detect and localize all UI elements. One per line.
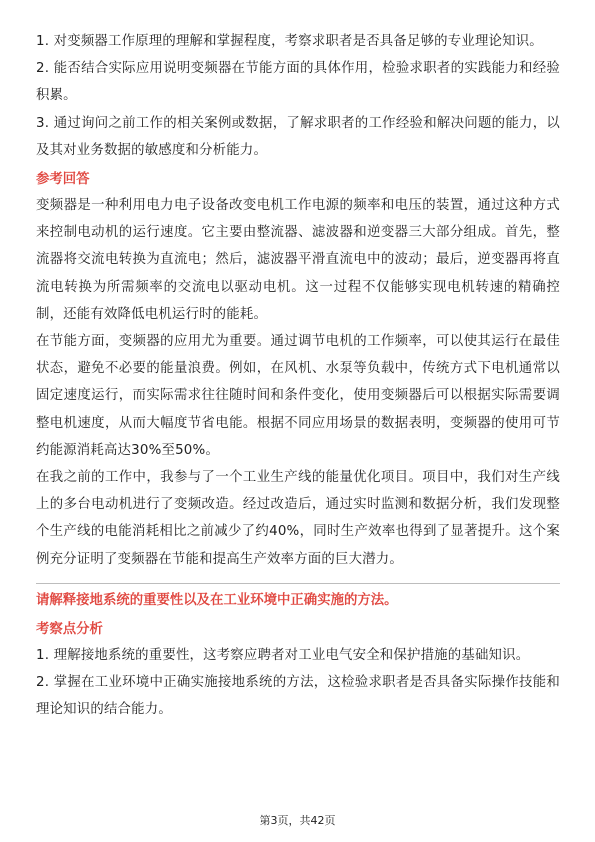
- assessment-point: 2. 能否结合实际应用说明变频器在节能方面的具体作用，检验求职者的实践能力和经验积累。: [36, 61, 560, 104]
- assessment-points-list: [36, 28, 560, 164]
- page-number: 第3页，共42页: [259, 814, 336, 827]
- analysis-heading: 考察点分析: [36, 621, 103, 637]
- answer-paragraph: 在节能方面，变频器的应用尤为重要。通过调节电机的工作频率，可以使其运行在最佳状态，避免不必要的能量浪费。例如，在风机、水泵等负载中，传统方式下电机通常以固定速度运行，而实际需求往往随时间和条件变化，使用变频器后可以根据实际需要调整电机速度，从而大幅度节省电能。根据不同应用场景的数据表明，变频器的使用可节约能源消耗高达30%至50%。: [36, 334, 560, 458]
- assessment-point: 1. 对变频器工作原理的理解和掌握程度，考察求职者是否具备足够的专业理论知识。: [36, 34, 543, 49]
- assessment-point: 3. 通过询问之前工作的相关案例或数据，了解求职者的工作经验和解决问题的能力，以及其对业务数据的敏感度和分析能力。: [36, 115, 560, 158]
- section-divider: [36, 583, 560, 584]
- answer-paragraph: 在我之前的工作中，我参与了一个工业生产线的能量优化项目。项目中，我们对生产线上的多台电动机进行了变频改造。经过改造后，通过实时监测和数据分析，我们发现整个生产线的电能消耗相比之前减少了约40%，同时生产效率也得到了显著提升。这个案例充分证明了变频器在节能和提高生产效率方面的巨大潜力。: [36, 470, 560, 567]
- document-page: [36, 28, 560, 723]
- reference-answer-section: [36, 168, 560, 573]
- question-section: [36, 588, 560, 724]
- analysis-point: 1. 理解接地系统的重要性，这考察应聘者对工业电气安全和保护措施的基础知识。: [36, 647, 530, 663]
- reference-answer-heading: 参考回答: [36, 172, 90, 188]
- answer-paragraph: 变频器是一种利用电力电子设备改变电机工作电源的频率和电压的装置，通过这种方式来控制电动机的运行速度。它主要由整流器、滤波器和逆变器三大部分组成。首先，整流器将交流电转换为直流电；然后，滤波器平滑直流电中的波动；最后，逆变器再将直流电转换为所需频率的交流电以驱动电机。这一过程不仅能够实现电机转速的精确控制，还能有效降低电机运行时的能耗。: [36, 198, 560, 322]
- question-title: 请解释接地系统的重要性以及在工业环境中正确实施的方法。: [36, 592, 398, 608]
- analysis-point: 2. 掌握在工业环境中正确实施接地系统的方法，这检验求职者是否具备实际操作技能和理论知识的结合能力。: [36, 675, 560, 718]
